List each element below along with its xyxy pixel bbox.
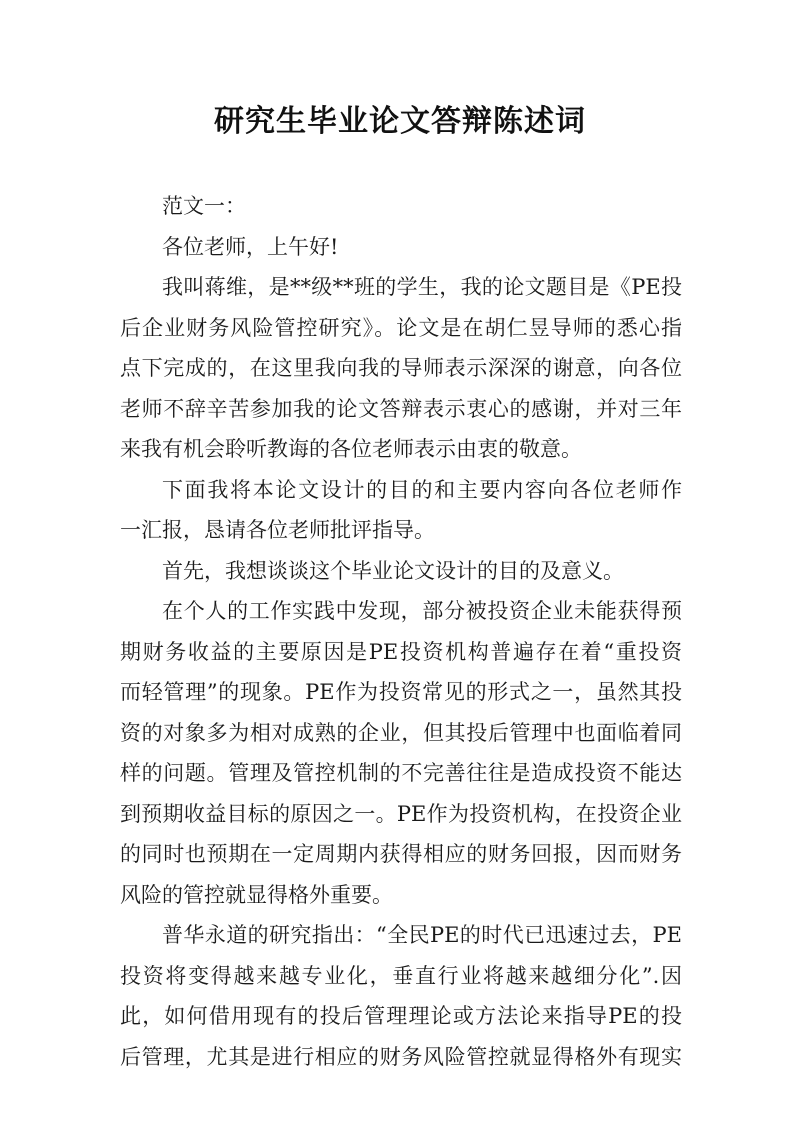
paragraph-line: 到预期收益目标的原因之一。PE作为投资机构，在投资企业 xyxy=(120,801,682,826)
paragraph-line: 一汇报，恳请各位老师批评指导。 xyxy=(120,518,435,542)
paragraph-line: 投资将变得越来越专业化，垂直行业将越来越细分化”.因 xyxy=(120,963,682,988)
paragraph-line: 范文一： xyxy=(162,194,246,218)
paragraph-line: 而轻管理”的现象。PE作为投资常见的形式之一，虽然其投 xyxy=(120,680,682,704)
paragraph-line: 的同时也预期在一定周期内获得相应的财务回报，因而财务 xyxy=(120,842,682,866)
document-body xyxy=(120,186,682,1077)
paragraph-line: 资的对象多为相对成熟的企业，但其投后管理中也面临着同 xyxy=(120,720,682,745)
paragraph-line: 点下完成的，在这里我向我的导师表示深深的谢意，向各位 xyxy=(120,356,682,380)
paragraph-line: 后管理，尤其是进行相应的财务风险管控就显得格外有现实 xyxy=(120,1044,682,1069)
paragraph-line: 老师不辞辛苦参加我的论文答辩表示衷心的感谢，并对三年 xyxy=(120,396,682,421)
paragraph-line: 样的问题。管理及管控机制的不完善往往是造成投资不能达 xyxy=(120,761,682,785)
paragraph-line: 我叫蒋维，是**级**班的学生，我的论文题目是《PE投 xyxy=(162,275,682,299)
paragraph-line: 此，如何借用现有的投后管理理论或方法论来指导PE的投 xyxy=(120,1004,682,1028)
paragraph-line: 来我有机会聆听教诲的各位老师表示由衷的敬意。 xyxy=(120,437,582,461)
paragraph-line: 期财务收益的主要原因是PE投资机构普遍存在着“重投资 xyxy=(120,639,682,664)
paragraph-line: 在个人的工作实践中发现，部分被投资企业未能获得预 xyxy=(162,599,682,623)
paragraph-line: 各位老师，上午好! xyxy=(162,234,339,259)
paragraph-line: 普华永道的研究指出：“全民PE的时代已迅速过去，PE xyxy=(162,923,682,947)
paragraph-line: 下面我将本论文设计的目的和主要内容向各位老师作 xyxy=(162,477,682,502)
paragraph-line: 首先，我想谈谈这个毕业论文设计的目的及意义。 xyxy=(162,558,624,583)
document-title: 研究生毕业论文答辩陈述词 xyxy=(214,104,586,139)
paragraph-line: 后企业财务风险管控研究》。论文是在胡仁昱导师的悉心指 xyxy=(120,315,682,340)
paragraph-line: 风险的管控就显得格外重要。 xyxy=(120,882,393,907)
